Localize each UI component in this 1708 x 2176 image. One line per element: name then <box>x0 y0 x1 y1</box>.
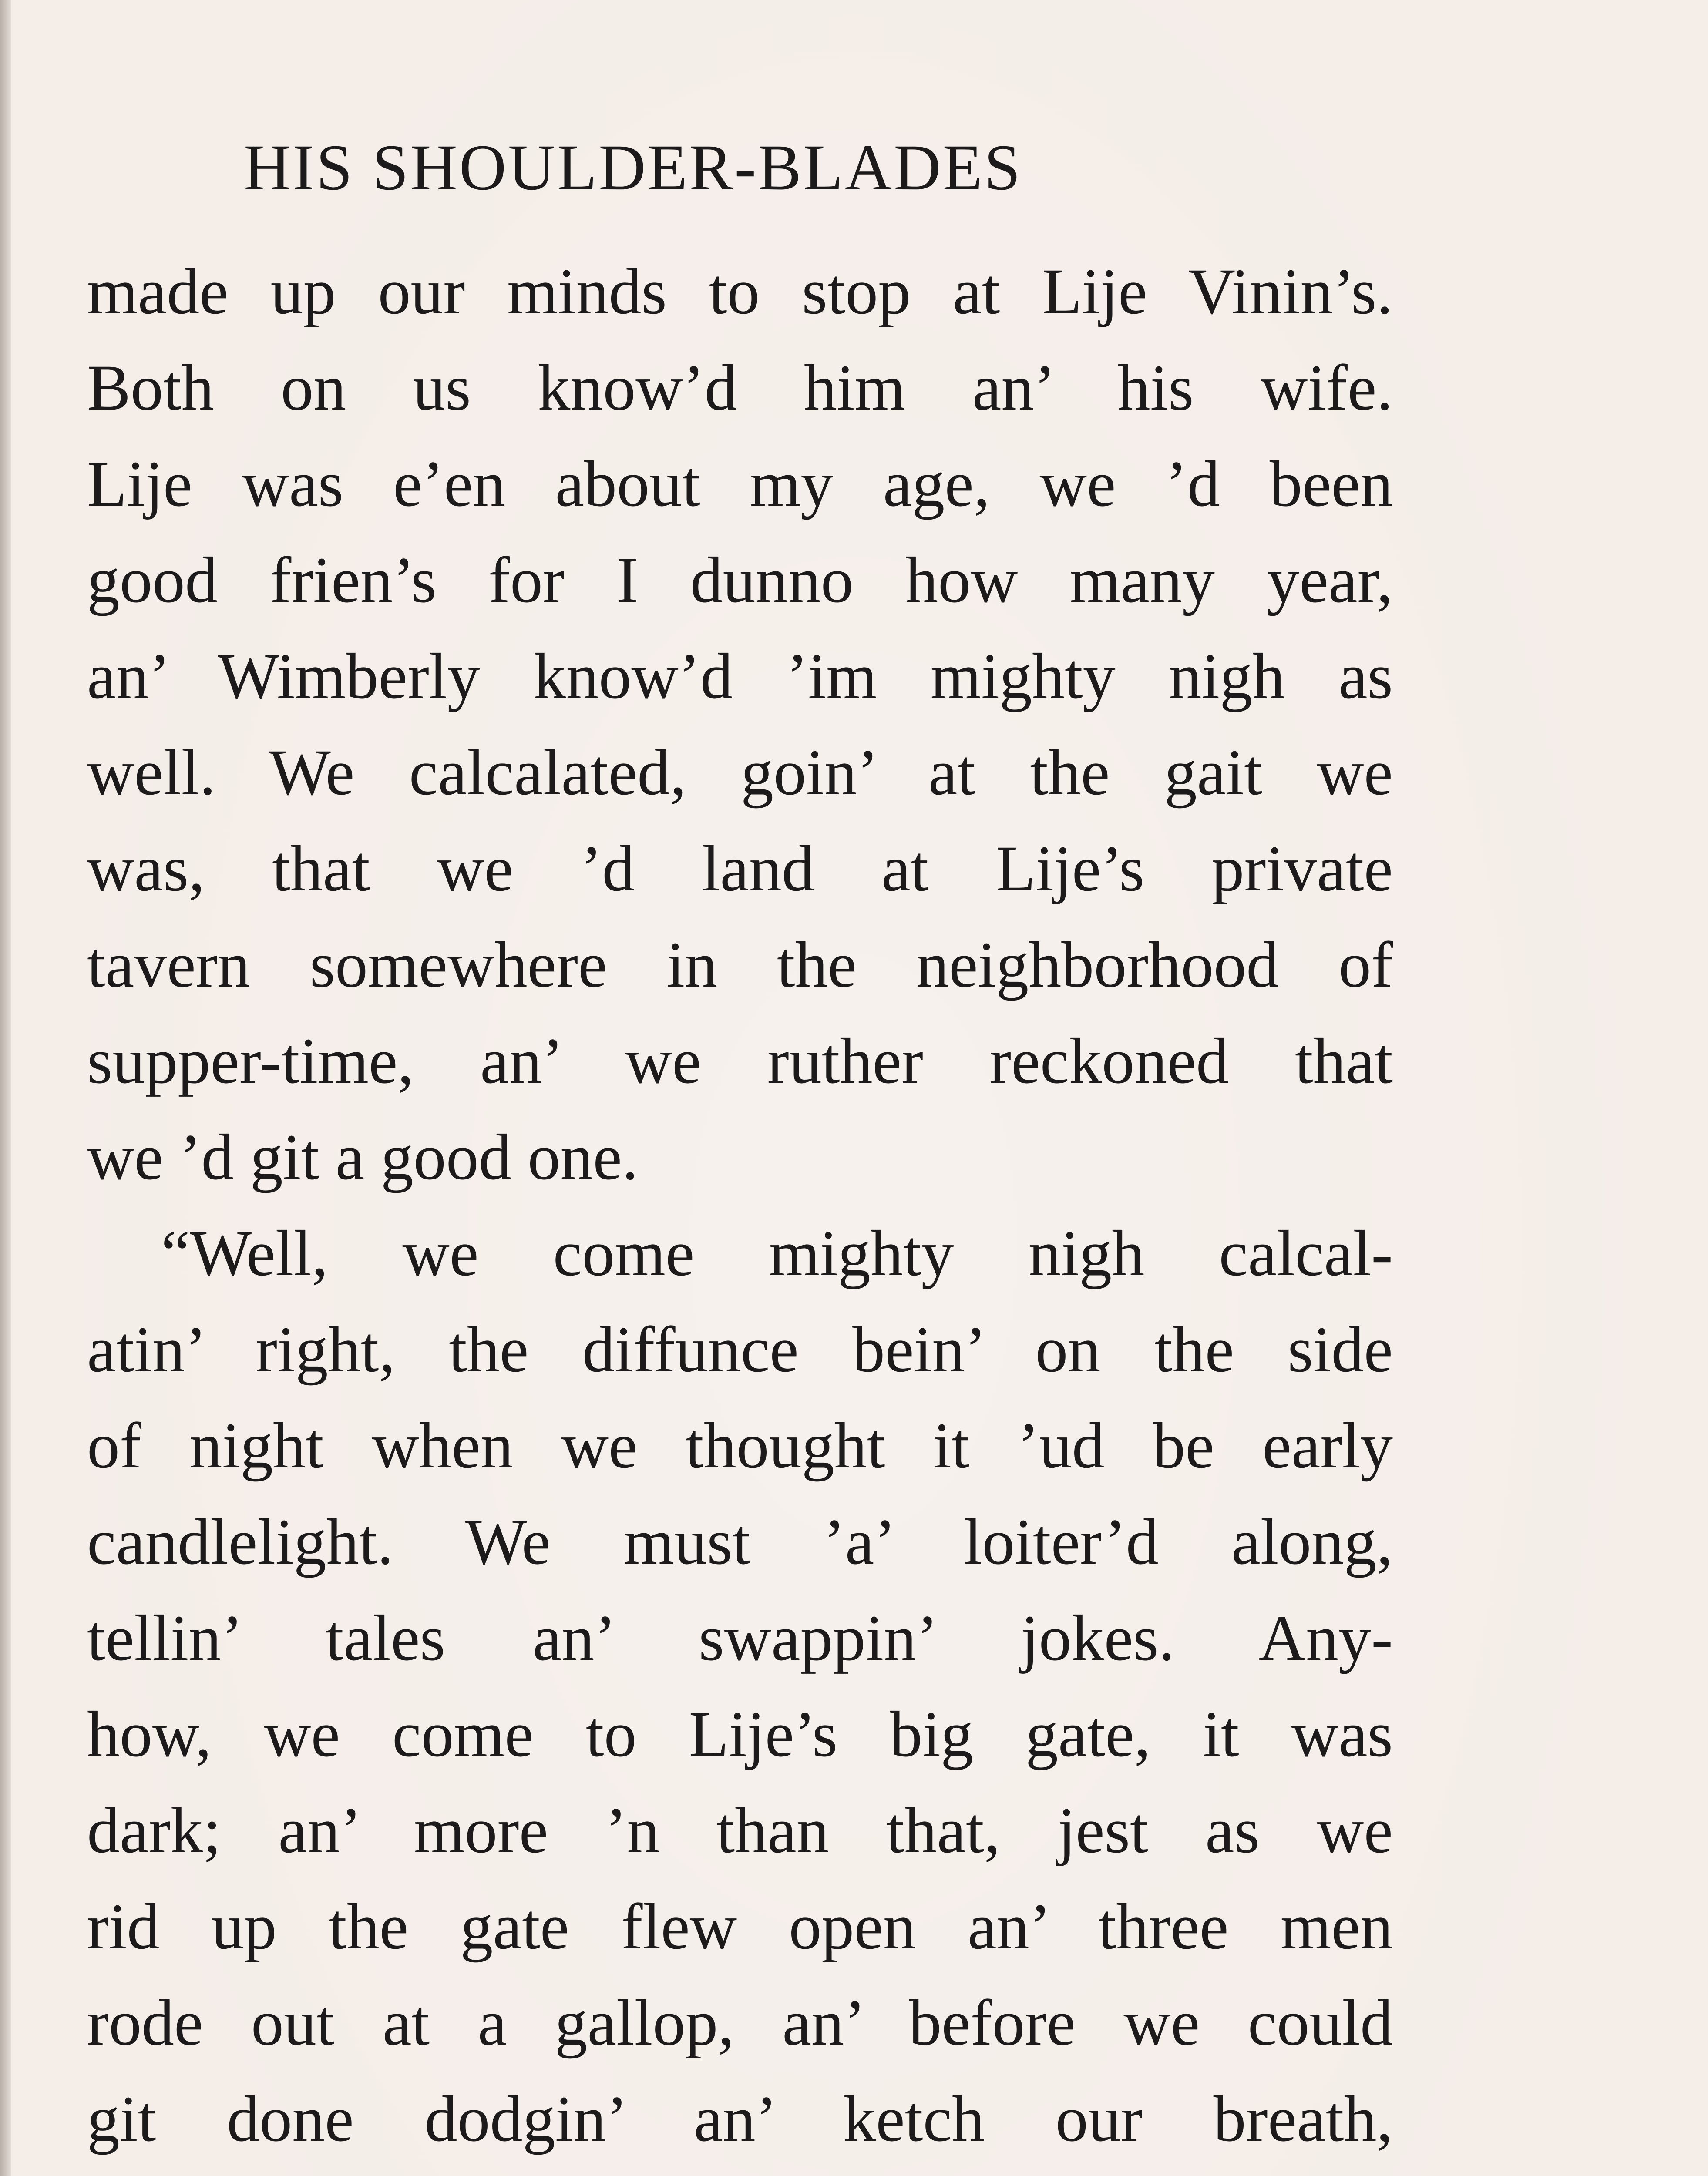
text-line: rode out at a gallop, an’ before we could <box>87 1987 1393 2059</box>
text-line: “Well, we come mighty nigh calcal- <box>161 1217 1393 1289</box>
text-line: we ’d git a good one. <box>87 1121 639 1193</box>
text-line: an’ Wimberly know’d ’im mighty nigh as <box>87 640 1393 712</box>
text-line: tavern somewhere in the neighborhood of <box>87 929 1393 1001</box>
text-line: git done dodgin’ an’ ketch our breath, <box>87 2083 1393 2155</box>
text-line: of night when we thought it ’ud be early <box>87 1410 1393 1482</box>
text-line: tellin’ tales an’ swappin’ jokes. Any- <box>87 1602 1393 1674</box>
text-line: well. We calcalated, goin’ at the gait we <box>87 736 1393 809</box>
text-line: made up our minds to stop at Lije Vinin’s. <box>87 255 1393 328</box>
body-text <box>87 244 1393 2176</box>
text-line: was, that we ’d land at Lije’s private <box>87 833 1393 905</box>
text-line: candlelight. We must ’a’ loiter’d along, <box>87 1506 1393 1578</box>
text-line: rid up the gate flew open an’ three men <box>87 1891 1393 1963</box>
text-line: supper-time, an’ we ruther reckoned that <box>87 1025 1393 1097</box>
text-line: Both on us know’d him an’ his wife. <box>87 352 1393 424</box>
text-line: Lije was e’en about my age, we ’d been <box>87 448 1393 520</box>
text-line: atin’ right, the diffunce bein’ on the side <box>87 1313 1393 1386</box>
text-line: how, we come to Lije’s big gate, it was <box>87 1698 1393 1770</box>
text-line <box>87 2167 1393 2176</box>
text-line: dark; an’ more ’n than that, jest as we <box>87 1794 1393 1867</box>
page-edge-shadow <box>0 0 11 2176</box>
text-line: good frien’s for I dunno how many year, <box>87 544 1393 616</box>
running-head: HIS SHOULDER-BLADES <box>244 131 1022 204</box>
